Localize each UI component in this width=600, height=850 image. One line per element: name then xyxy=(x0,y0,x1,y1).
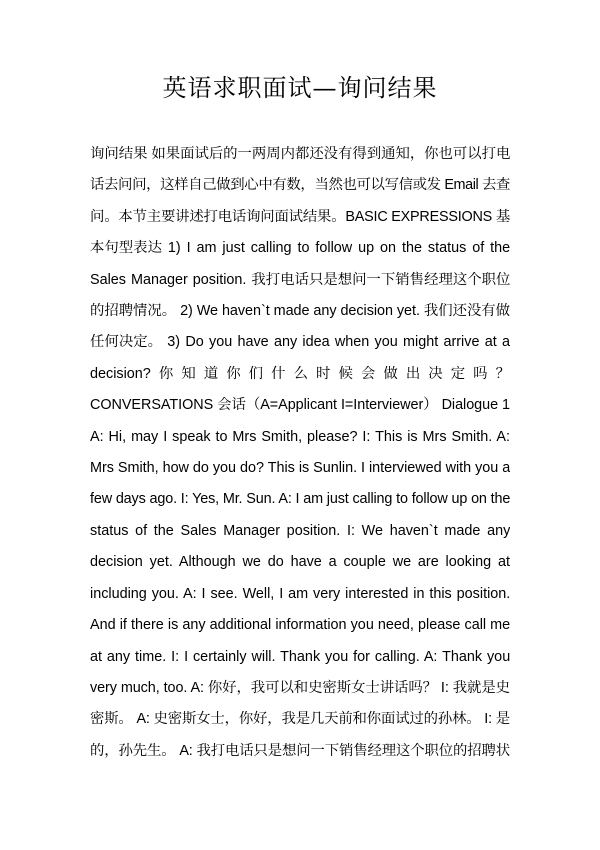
text-line: A: Hi, may I speak to Mrs Smith, please? I: This is Mrs Smith. A: xyxy=(90,428,510,445)
text-line: CONVERSATIONS 会话（A=Applicant I=Interviewer） Dialogue 1 xyxy=(90,397,510,414)
text-line: Mrs Smith, how do you do? This is Sunlin. I interviewed with you a xyxy=(90,460,510,477)
text-line: 的，孙先生。 A: 我打电话只是想问一下销售经理这个职位的招聘状 xyxy=(90,742,510,759)
text-line: And if there is any additional information you need, please call me xyxy=(90,617,510,634)
text-line: very much, too. A: 你好，我可以和史密斯女士讲话吗？ I: 我就是史 xyxy=(90,679,510,696)
text-line: few days ago. I: Yes, Mr. Sun. A: I am just calling to follow up on the xyxy=(90,491,510,508)
text-line: decision? 你 知 道 你 们 什 么 时 候 会 做 出 决 定 吗 ？ xyxy=(90,365,510,382)
text-line: 话去问问，这样自己做到心中有数，当然也可以写信或发 Email 去查 xyxy=(90,177,510,194)
text-line: at any time. I: I certainly will. Thank you for calling. A: Thank you xyxy=(90,648,510,665)
text-line: Sales Manager position. 我打电话只是想问一下销售经理这个职位 xyxy=(90,271,510,288)
text-line: 问。本节主要讲述打电话询问面试结果。BASIC EXPRESSIONS 基 xyxy=(90,208,510,225)
text-line: 任何决定。 3) Do you have any idea when you might arrive at a xyxy=(90,334,510,351)
text-line: 密斯。 A: 史密斯女士，你好，我是几天前和你面试过的孙林。 I: 是 xyxy=(90,711,510,728)
text-line: 本句型表达 1) I am just calling to follow up on the status of the xyxy=(90,240,510,257)
text-line: 的招聘情况。 2) We haven`t made any decision yet. 我们还没有做 xyxy=(90,303,510,320)
text-line: status of the Sales Manager position. I: We haven`t made any xyxy=(90,522,510,539)
document-body xyxy=(90,139,510,767)
text-line: including you. A: I see. Well, I am very interested in this position. xyxy=(90,585,510,602)
text-line: decision yet. Although we do have a couple we are looking at xyxy=(90,554,510,571)
text-line: 询问结果 如果面试后的一两周内都还没有得到通知，你也可以打电 xyxy=(90,146,510,162)
page-title: 英语求职面试—询问结果 xyxy=(162,74,438,102)
